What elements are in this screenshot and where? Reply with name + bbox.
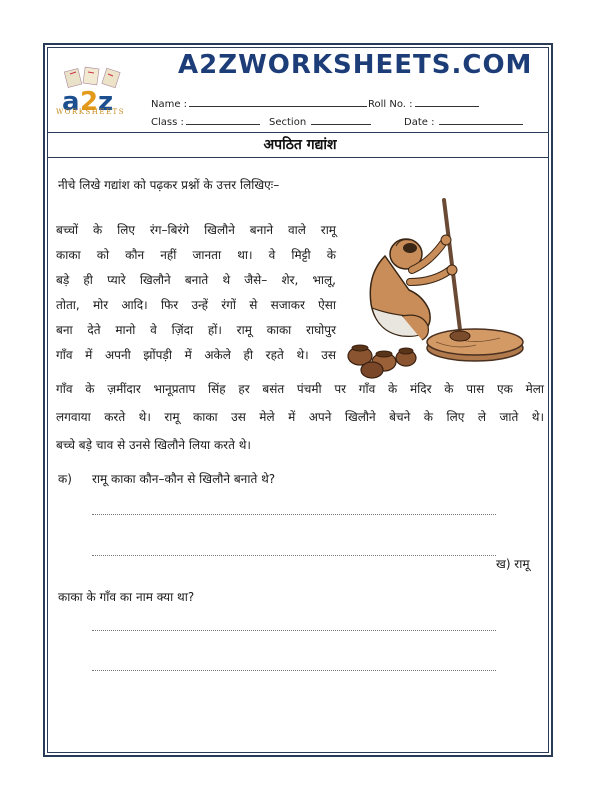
passage-line: गाँव में अपनी झोंपड़ी में अकेले ही रहते थे। उस bbox=[56, 348, 336, 362]
passage-line: बच्चे बड़े चाव से उनसे खिलौने लिया करते थे। bbox=[56, 438, 251, 452]
passage-line: काका को कौन नहीं जानता था। वे मिट्टी के bbox=[56, 248, 336, 262]
answer-line[interactable] bbox=[92, 630, 496, 631]
passage-line: बच्चों के लिए रंग–बिरंगे खिलौने बनाने वाले रामू bbox=[56, 223, 336, 237]
class-label: Class : bbox=[151, 117, 184, 128]
passage-line: बड़े ही प्यारे खिलौने बनाते थे जैसे– शेर, भालू, bbox=[56, 273, 336, 287]
name-label: Name : bbox=[151, 99, 188, 110]
passage-line: गाँव के ज़मींदार भानूप्रताप सिंह हर बसंत पंचमी पर गाँव के मंदिर के पास एक मेला bbox=[56, 382, 544, 396]
instruction-text: नीचे लिखे गद्यांश को पढ़कर प्रश्नों के उत्तर लिखिएः– bbox=[58, 178, 280, 192]
site-title[interactable]: A2ZWORKSHEETS.COM bbox=[178, 50, 533, 80]
answer-line[interactable] bbox=[92, 555, 496, 556]
svg-text:2: 2 bbox=[80, 87, 99, 117]
question-1-number: क) bbox=[58, 472, 72, 486]
date-blank bbox=[439, 115, 523, 125]
date-label: Date : bbox=[404, 117, 435, 128]
passage-line: लगवाया करते थे। रामू काका उस मेले में अपने खिलौने बेचने के लिए ले जाते थे। bbox=[56, 410, 544, 424]
section-field bbox=[269, 115, 371, 128]
roll-field bbox=[368, 97, 479, 110]
date-field bbox=[404, 115, 523, 128]
svg-text:a: a bbox=[62, 87, 80, 117]
class-blank bbox=[186, 115, 260, 125]
question-2-inline: ख) रामू bbox=[496, 557, 530, 571]
passage-line: बना देते मानो वे ज़िंदा हों। रामू काका राघोपुर bbox=[56, 323, 336, 337]
header-divider-top bbox=[47, 132, 549, 133]
question-1-text: रामू काका कौन–कौन से खिलौने बनाते थे? bbox=[92, 472, 276, 486]
answer-line[interactable] bbox=[92, 514, 496, 515]
potter-at-wheel-illustration-icon bbox=[340, 196, 525, 386]
section-label: Section bbox=[269, 117, 307, 128]
question-2-text: काका के गाँव का नाम क्या था? bbox=[58, 590, 195, 604]
roll-label: Roll No. : bbox=[368, 99, 413, 110]
svg-text:z: z bbox=[98, 87, 114, 117]
roll-blank bbox=[415, 97, 479, 107]
class-field bbox=[151, 115, 260, 128]
section-blank bbox=[311, 115, 371, 125]
name-field bbox=[151, 97, 367, 110]
passage-line: तोता, मोर आदि। फिर उन्हें रंगों से सजाकर ऐसा bbox=[56, 298, 336, 312]
logo-subtitle: WORKSHEETS bbox=[56, 108, 126, 116]
name-blank bbox=[189, 97, 367, 107]
answer-line[interactable] bbox=[92, 670, 496, 671]
header-divider-bottom bbox=[47, 157, 549, 158]
page-heading: अपठित गद्यांश bbox=[263, 137, 337, 153]
